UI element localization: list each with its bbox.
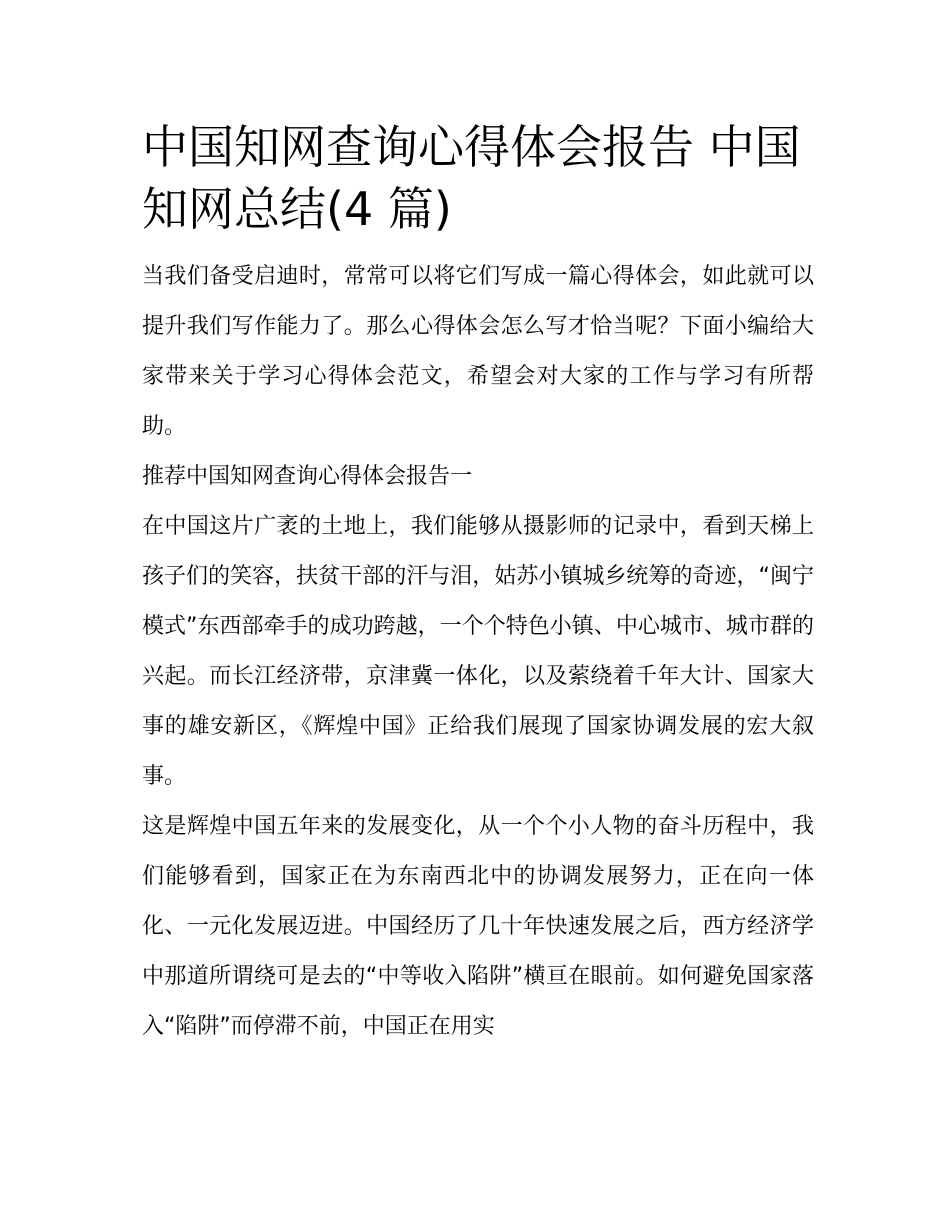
document-body [142, 252, 814, 1052]
document-content [142, 116, 814, 1052]
document-title: 中国知网查询心得体会报告 中国知网总结(4 篇) [142, 120, 801, 236]
section-heading: 推荐中国知网查询心得体会报告一 [142, 464, 473, 489]
paragraph-intro: 当我们备受启迪时，常常可以将它们写成一篇心得体会，如此就可以提升我们写作能力了。那么心得体会怎么写才恰当呢？下面小编给大家带来关于学习心得体会范文，希望会对大家的工作与学习有所帮助。 [142, 264, 814, 439]
paragraph-body-1: 在中国这片广袤的土地上，我们能够从摄影师的记录中，看到天梯上孩子们的笑容，扶贫干部的汗与泪，姑苏小镇城乡统筹的奇迹，“闽宁模式”东西部牵手的成功跨越，一个个特色小镇、中心城市、城市群的兴起。而长江经济带，京津冀一体化，以及萦绕着千年大计、国家大事的雄安新区，《辉煌中国》正给我们展现了国家协调发展的宏大叙事。 [142, 514, 814, 789]
paragraph-body-2: 这是辉煌中国五年来的发展变化，从一个个小人物的奋斗历程中，我们能够看到，国家正在为东南西北中的协调发展努力，正在向一体化、一元化发展迈进。中国经历了几十年快速发展之后，西方经济学中那道所谓绕可是去的“中等收入陷阱”横亘在眼前。如何避免国家落入“陷阱”而停滞不前，中国正在用实 [142, 814, 814, 1039]
